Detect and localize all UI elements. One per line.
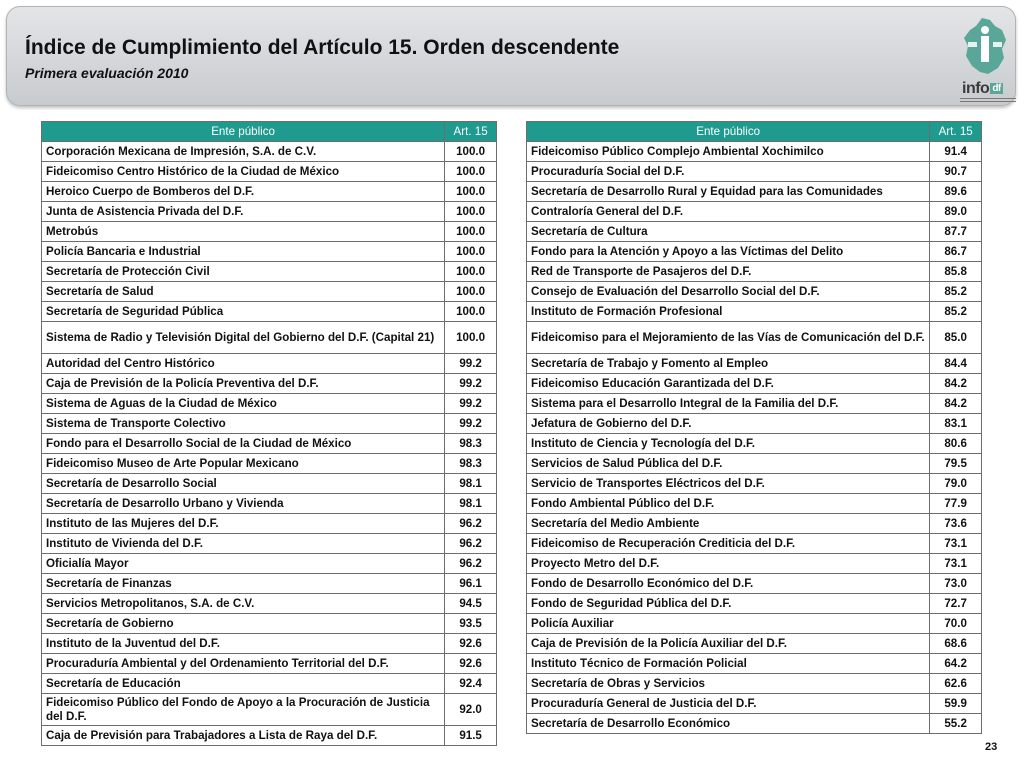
entity-name-cell: Fondo para el Desarrollo Social de la Ciudad de México bbox=[42, 434, 445, 454]
table-body bbox=[42, 142, 497, 746]
score-cell: 96.2 bbox=[445, 514, 497, 534]
entity-name-cell: Procuraduría Ambiental y del Ordenamiento Territorial del D.F. bbox=[42, 654, 445, 674]
entity-name-cell: Instituto de Ciencia y Tecnología del D.F. bbox=[527, 434, 930, 454]
table-row bbox=[527, 514, 982, 534]
entity-name-cell: Fideicomiso Educación Garantizada del D.F. bbox=[527, 374, 930, 394]
table-row bbox=[42, 726, 497, 746]
entity-name-cell: Fideicomiso Público Complejo Ambiental Xochimilco bbox=[527, 142, 930, 162]
entity-name-cell: Secretaría de Salud bbox=[42, 282, 445, 302]
score-cell: 84.4 bbox=[930, 354, 982, 374]
score-cell: 96.2 bbox=[445, 554, 497, 574]
table-header-row bbox=[527, 122, 982, 142]
entity-name-cell: Fondo Ambiental Público del D.F. bbox=[527, 494, 930, 514]
entity-name-cell: Consejo de Evaluación del Desarrollo Social del D.F. bbox=[527, 282, 930, 302]
score-cell: 98.3 bbox=[445, 434, 497, 454]
score-cell: 100.0 bbox=[445, 322, 497, 354]
table-row bbox=[527, 434, 982, 454]
table-row bbox=[42, 674, 497, 694]
table-row bbox=[527, 574, 982, 594]
table-row bbox=[42, 474, 497, 494]
table-row bbox=[42, 634, 497, 654]
entity-name-cell: Oficialía Mayor bbox=[42, 554, 445, 574]
entity-name-cell: Fondo de Desarrollo Económico del D.F. bbox=[527, 574, 930, 594]
table-row bbox=[527, 394, 982, 414]
entity-name-cell: Servicio de Transportes Eléctricos del D.F. bbox=[527, 474, 930, 494]
table-row bbox=[527, 474, 982, 494]
column-header-entity: Ente público bbox=[42, 122, 445, 142]
score-cell: 55.2 bbox=[930, 714, 982, 734]
table-row bbox=[527, 182, 982, 202]
score-cell: 92.4 bbox=[445, 674, 497, 694]
page-number: 23 bbox=[985, 741, 998, 753]
score-cell: 73.1 bbox=[930, 554, 982, 574]
table-row bbox=[42, 534, 497, 554]
score-cell: 96.1 bbox=[445, 574, 497, 594]
entity-name-cell: Sistema de Radio y Televisión Digital del Gobierno del D.F. (Capital 21) bbox=[42, 322, 445, 354]
table-row bbox=[527, 222, 982, 242]
entity-name-cell: Fideicomiso para el Mejoramiento de las Vías de Comunicación del D.F. bbox=[527, 322, 930, 354]
table-row bbox=[527, 414, 982, 434]
table-row bbox=[42, 574, 497, 594]
entity-name-cell: Sistema de Transporte Colectivo bbox=[42, 414, 445, 434]
table-row bbox=[527, 594, 982, 614]
score-cell: 100.0 bbox=[445, 262, 497, 282]
table-row bbox=[42, 182, 497, 202]
entity-name-cell: Procuraduría General de Justicia del D.F. bbox=[527, 694, 930, 714]
table-row bbox=[527, 282, 982, 302]
table-row bbox=[42, 242, 497, 262]
entity-name-cell: Secretaría de Protección Civil bbox=[42, 262, 445, 282]
score-cell: 98.1 bbox=[445, 474, 497, 494]
table-row bbox=[42, 414, 497, 434]
entity-name-cell: Servicios Metropolitanos, S.A. de C.V. bbox=[42, 594, 445, 614]
score-cell: 73.1 bbox=[930, 534, 982, 554]
entity-name-cell: Fideicomiso de Recuperación Crediticia del D.F. bbox=[527, 534, 930, 554]
table-row bbox=[42, 354, 497, 374]
page-subtitle: Primera evaluación 2010 bbox=[25, 65, 189, 81]
table-row bbox=[42, 514, 497, 534]
entity-name-cell: Procuraduría Social del D.F. bbox=[527, 162, 930, 182]
table-row bbox=[527, 614, 982, 634]
table-row bbox=[527, 534, 982, 554]
table-row bbox=[527, 262, 982, 282]
entity-name-cell: Secretaría de Obras y Servicios bbox=[527, 674, 930, 694]
infodf-logo bbox=[950, 16, 1018, 108]
entity-name-cell: Autoridad del Centro Histórico bbox=[42, 354, 445, 374]
table-row bbox=[42, 594, 497, 614]
entity-name-cell: Fideicomiso Centro Histórico de la Ciudad de México bbox=[42, 162, 445, 182]
logo-wordmark: info df bbox=[962, 80, 1001, 97]
score-cell: 62.6 bbox=[930, 674, 982, 694]
score-cell: 70.0 bbox=[930, 614, 982, 634]
score-cell: 91.5 bbox=[445, 726, 497, 746]
score-cell: 98.3 bbox=[445, 454, 497, 474]
entity-name-cell: Junta de Asistencia Privada del D.F. bbox=[42, 202, 445, 222]
table-row bbox=[527, 322, 982, 354]
entity-name-cell: Secretaría de Educación bbox=[42, 674, 445, 694]
entity-name-cell: Secretaría de Cultura bbox=[527, 222, 930, 242]
entity-name-cell: Sistema de Aguas de la Ciudad de México bbox=[42, 394, 445, 414]
column-header-entity: Ente público bbox=[527, 122, 930, 142]
table-row bbox=[42, 262, 497, 282]
score-cell: 99.2 bbox=[445, 394, 497, 414]
page-title: Índice de Cumplimiento del Artículo 15. Orden descendente bbox=[25, 36, 620, 59]
score-cell: 73.0 bbox=[930, 574, 982, 594]
entity-name-cell: Policía Bancaria e Industrial bbox=[42, 242, 445, 262]
entity-name-cell: Secretaría de Gobierno bbox=[42, 614, 445, 634]
score-cell: 91.4 bbox=[930, 142, 982, 162]
score-cell: 77.9 bbox=[930, 494, 982, 514]
table-body bbox=[527, 142, 982, 734]
table-row bbox=[527, 162, 982, 182]
entity-name-cell: Corporación Mexicana de Impresión, S.A. de C.V. bbox=[42, 142, 445, 162]
score-cell: 96.2 bbox=[445, 534, 497, 554]
table-row bbox=[527, 654, 982, 674]
entity-name-cell: Secretaría de Desarrollo Urbano y Vivienda bbox=[42, 494, 445, 514]
entity-name-cell: Caja de Previsión de la Policía Preventiva del D.F. bbox=[42, 374, 445, 394]
score-cell: 80.6 bbox=[930, 434, 982, 454]
score-cell: 100.0 bbox=[445, 222, 497, 242]
entity-name-cell: Caja de Previsión de la Policía Auxiliar del D.F. bbox=[527, 634, 930, 654]
entity-name-cell: Instituto de Vivienda del D.F. bbox=[42, 534, 445, 554]
score-cell: 59.9 bbox=[930, 694, 982, 714]
score-cell: 93.5 bbox=[445, 614, 497, 634]
score-cell: 72.7 bbox=[930, 594, 982, 614]
score-cell: 100.0 bbox=[445, 162, 497, 182]
entity-name-cell: Servicios de Salud Pública del D.F. bbox=[527, 454, 930, 474]
column-header-score: Art. 15 bbox=[445, 122, 497, 142]
table-row bbox=[527, 454, 982, 474]
entity-name-cell: Secretaría de Desarrollo Económico bbox=[527, 714, 930, 734]
score-cell: 98.1 bbox=[445, 494, 497, 514]
table-row bbox=[527, 714, 982, 734]
table-row bbox=[42, 322, 497, 354]
table-row bbox=[42, 162, 497, 182]
slide-header bbox=[6, 6, 1016, 106]
table-row bbox=[42, 554, 497, 574]
score-cell: 94.5 bbox=[445, 594, 497, 614]
table-row bbox=[42, 302, 497, 322]
table-row bbox=[527, 674, 982, 694]
entity-name-cell: Secretaría de Desarrollo Social bbox=[42, 474, 445, 494]
score-cell: 100.0 bbox=[445, 142, 497, 162]
entity-name-cell: Proyecto Metro del D.F. bbox=[527, 554, 930, 574]
score-cell: 86.7 bbox=[930, 242, 982, 262]
score-cell: 90.7 bbox=[930, 162, 982, 182]
score-cell: 85.2 bbox=[930, 302, 982, 322]
score-cell: 83.1 bbox=[930, 414, 982, 434]
entity-name-cell: Sistema para el Desarrollo Integral de la Familia del D.F. bbox=[527, 394, 930, 414]
entity-name-cell: Caja de Previsión para Trabajadores a Lista de Raya del D.F. bbox=[42, 726, 445, 746]
table-row bbox=[42, 222, 497, 242]
score-cell: 100.0 bbox=[445, 202, 497, 222]
entity-name-cell: Heroico Cuerpo de Bomberos del D.F. bbox=[42, 182, 445, 202]
score-cell: 87.7 bbox=[930, 222, 982, 242]
entity-name-cell: Instituto de las Mujeres del D.F. bbox=[42, 514, 445, 534]
score-cell: 99.2 bbox=[445, 414, 497, 434]
table-row bbox=[42, 434, 497, 454]
score-cell: 92.6 bbox=[445, 634, 497, 654]
entity-name-cell: Instituto de la Juventud del D.F. bbox=[42, 634, 445, 654]
table-row bbox=[527, 242, 982, 262]
score-cell: 100.0 bbox=[445, 182, 497, 202]
entity-name-cell: Red de Transporte de Pasajeros del D.F. bbox=[527, 262, 930, 282]
entity-name-cell: Fideicomiso Público del Fondo de Apoyo a la Procuración de Justicia del D.F. bbox=[42, 694, 445, 726]
entity-name-cell: Instituto Técnico de Formación Policial bbox=[527, 654, 930, 674]
table-row bbox=[42, 614, 497, 634]
entity-name-cell: Jefatura de Gobierno del D.F. bbox=[527, 414, 930, 434]
entity-name-cell: Secretaría de Finanzas bbox=[42, 574, 445, 594]
ranking-table-right bbox=[526, 121, 982, 734]
table-row bbox=[42, 394, 497, 414]
column-header-score: Art. 15 bbox=[930, 122, 982, 142]
score-cell: 89.6 bbox=[930, 182, 982, 202]
score-cell: 99.2 bbox=[445, 354, 497, 374]
entity-name-cell: Contraloría General del D.F. bbox=[527, 202, 930, 222]
table-row bbox=[42, 202, 497, 222]
score-cell: 92.6 bbox=[445, 654, 497, 674]
score-cell: 79.0 bbox=[930, 474, 982, 494]
table-row bbox=[527, 142, 982, 162]
table-row bbox=[42, 282, 497, 302]
table-row bbox=[527, 634, 982, 654]
table-row bbox=[527, 494, 982, 514]
score-cell: 89.0 bbox=[930, 202, 982, 222]
table-header-row bbox=[42, 122, 497, 142]
score-cell: 84.2 bbox=[930, 374, 982, 394]
score-cell: 84.2 bbox=[930, 394, 982, 414]
score-cell: 100.0 bbox=[445, 282, 497, 302]
table-row bbox=[42, 374, 497, 394]
ranking-table-left bbox=[41, 121, 497, 746]
entity-name-cell: Fideicomiso Museo de Arte Popular Mexicano bbox=[42, 454, 445, 474]
table-row bbox=[42, 494, 497, 514]
table-row bbox=[527, 374, 982, 394]
score-cell: 68.6 bbox=[930, 634, 982, 654]
entity-name-cell: Secretaría de Desarrollo Rural y Equidad para las Comunidades bbox=[527, 182, 930, 202]
table-row bbox=[42, 694, 497, 726]
table-row bbox=[527, 554, 982, 574]
table-row bbox=[42, 454, 497, 474]
score-cell: 64.2 bbox=[930, 654, 982, 674]
entity-name-cell: Fondo de Seguridad Pública del D.F. bbox=[527, 594, 930, 614]
table-row bbox=[527, 354, 982, 374]
score-cell: 73.6 bbox=[930, 514, 982, 534]
score-cell: 99.2 bbox=[445, 374, 497, 394]
table-row bbox=[527, 694, 982, 714]
table-row bbox=[527, 302, 982, 322]
score-cell: 79.5 bbox=[930, 454, 982, 474]
entity-name-cell: Secretaría del Medio Ambiente bbox=[527, 514, 930, 534]
score-cell: 85.2 bbox=[930, 282, 982, 302]
entity-name-cell: Policía Auxiliar bbox=[527, 614, 930, 634]
entity-name-cell: Instituto de Formación Profesional bbox=[527, 302, 930, 322]
table-row bbox=[42, 142, 497, 162]
score-cell: 85.0 bbox=[930, 322, 982, 354]
logo-tagline bbox=[960, 98, 1016, 102]
score-cell: 85.8 bbox=[930, 262, 982, 282]
score-cell: 100.0 bbox=[445, 242, 497, 262]
score-cell: 92.0 bbox=[445, 694, 497, 726]
map-logo-icon bbox=[962, 16, 1008, 76]
score-cell: 100.0 bbox=[445, 302, 497, 322]
entity-name-cell: Fondo para la Atención y Apoyo a las Víctimas del Delito bbox=[527, 242, 930, 262]
entity-name-cell: Secretaría de Trabajo y Fomento al Empleo bbox=[527, 354, 930, 374]
table-row bbox=[527, 202, 982, 222]
entity-name-cell: Secretaría de Seguridad Pública bbox=[42, 302, 445, 322]
entity-name-cell: Metrobús bbox=[42, 222, 445, 242]
table-row bbox=[42, 654, 497, 674]
